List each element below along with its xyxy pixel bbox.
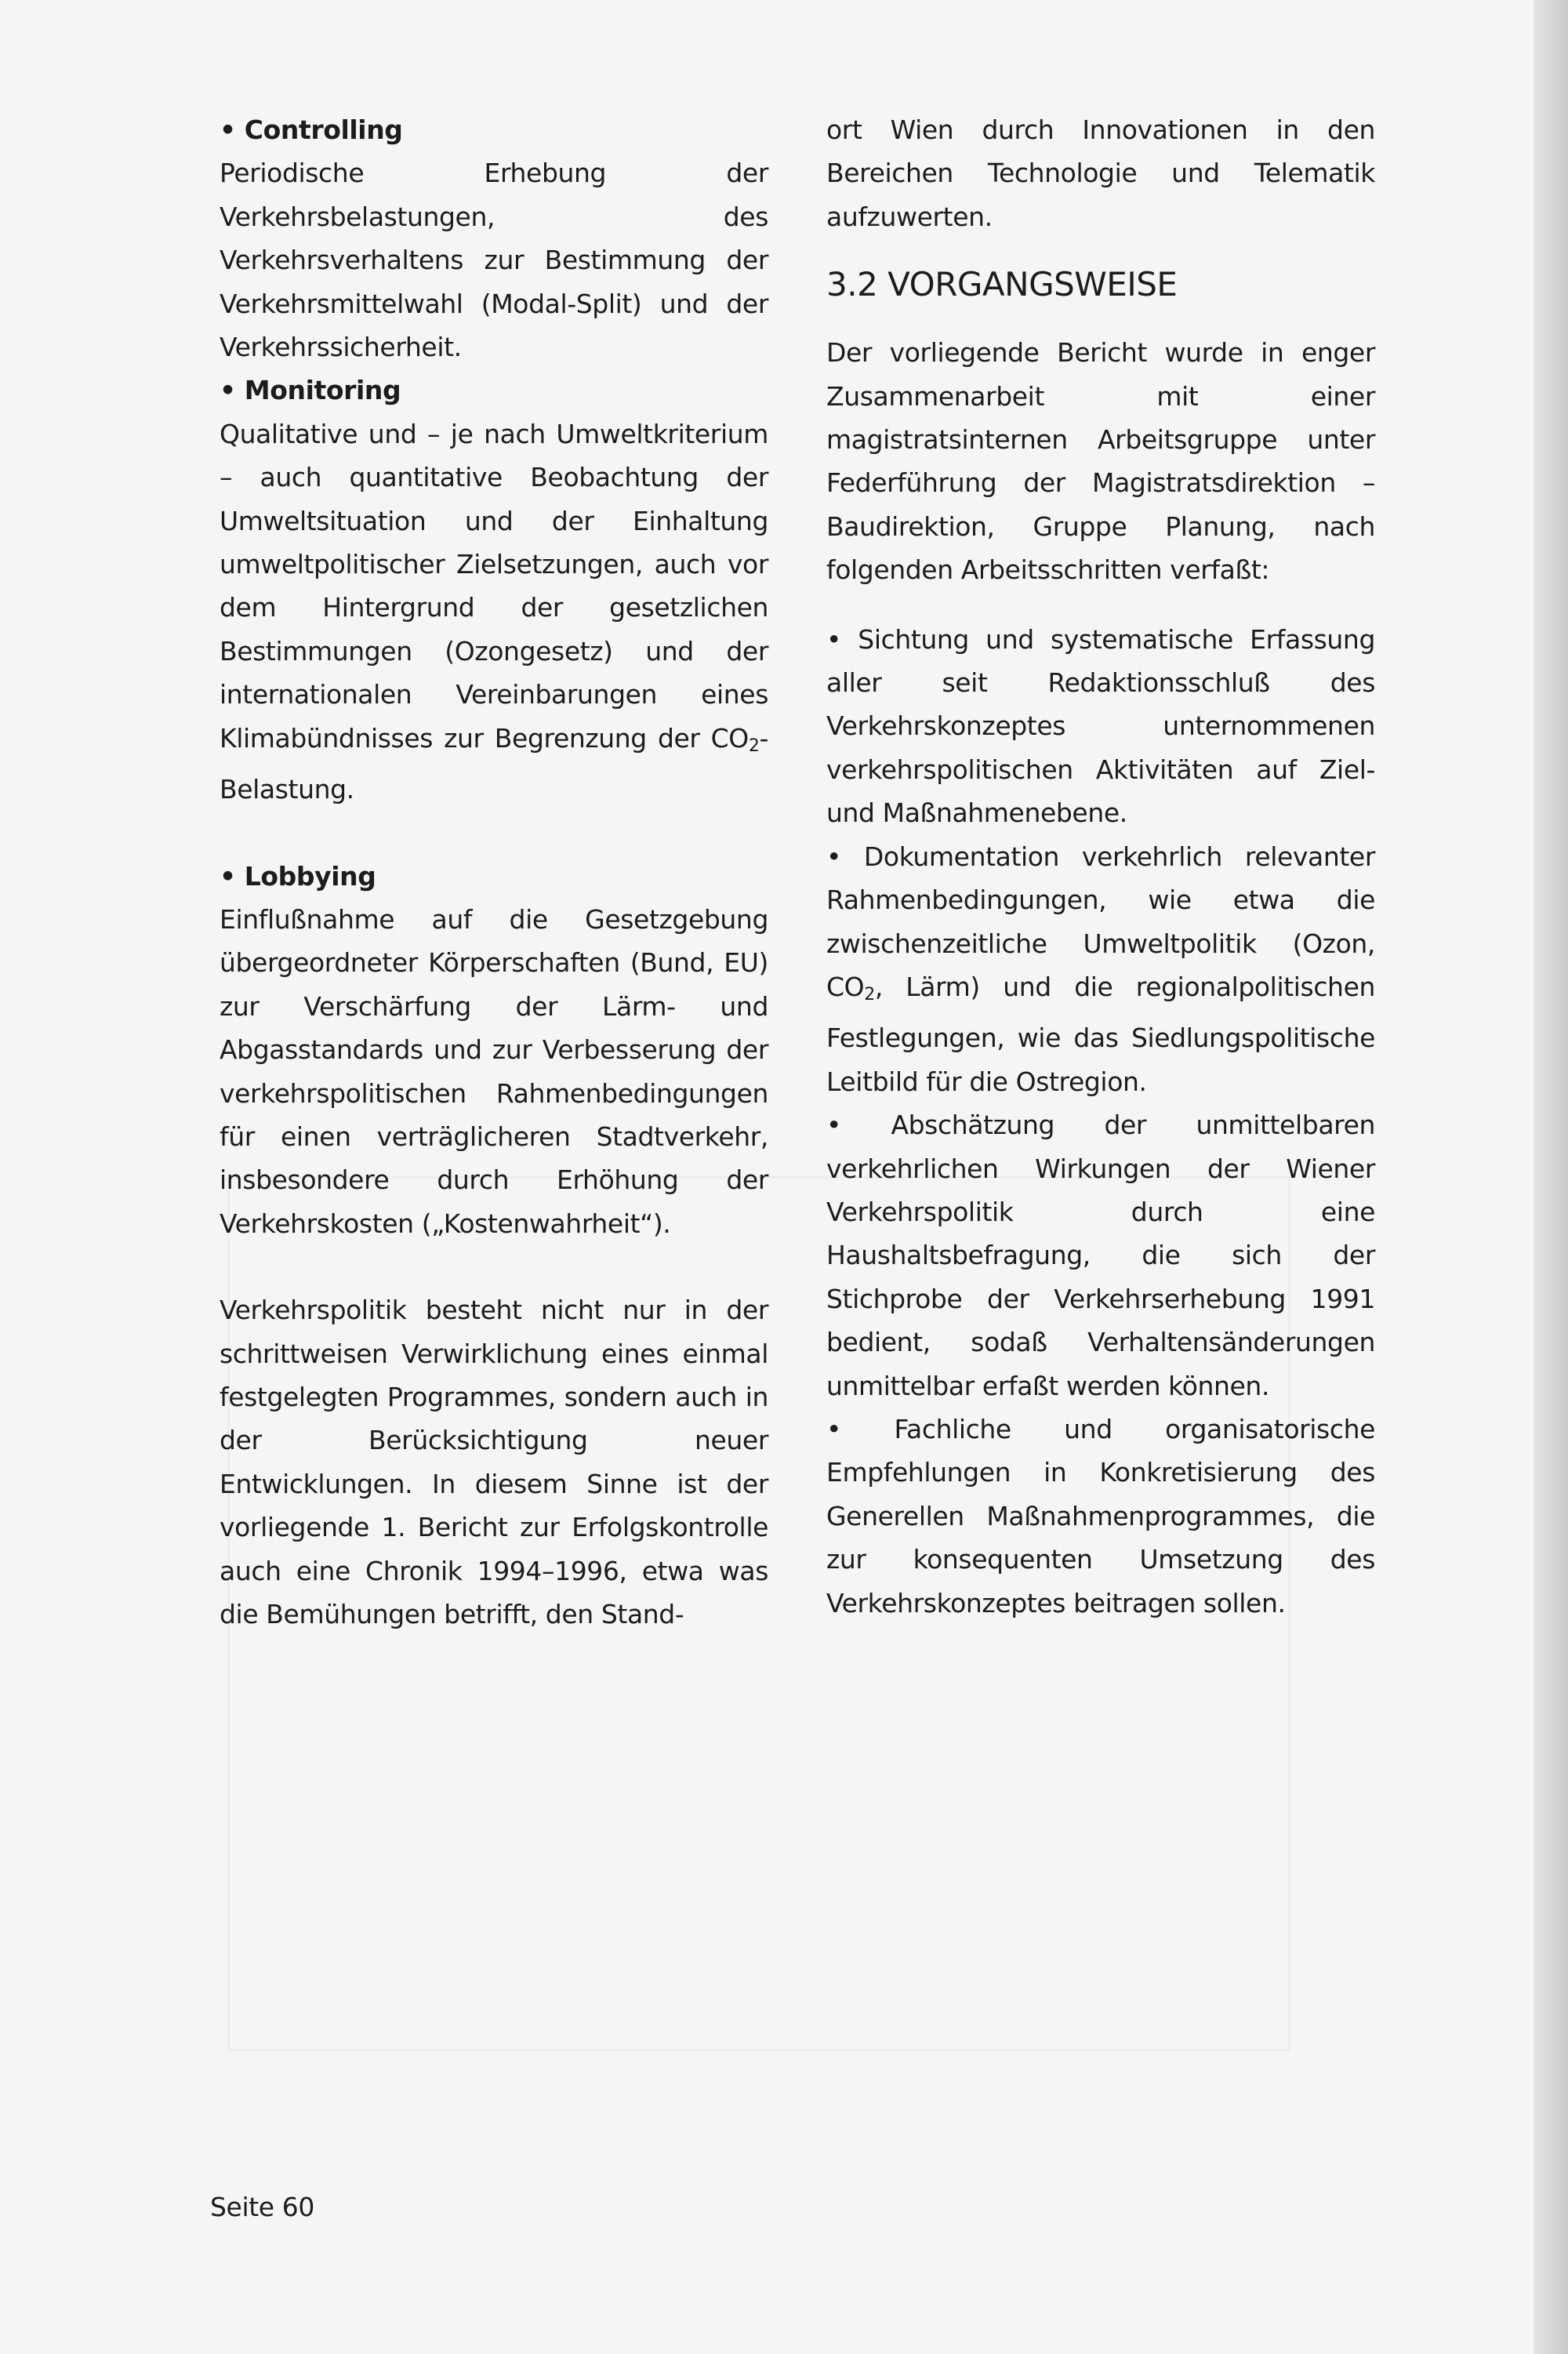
monitoring-text-end: -Belastung. xyxy=(220,722,768,805)
bullet-empfehlungen: • Fachliche und organisatorische Empfehlungen in Konkretisierung des Generellen Maßnahmenprogrammes, die zur konsequenten Umsetzung des Verkehrskonzeptes beitragen sollen. xyxy=(826,1413,1375,1618)
co2-subscript: 2 xyxy=(748,736,760,756)
left-column xyxy=(220,108,768,1636)
monitoring-heading: • Monitoring xyxy=(220,375,401,406)
bullet-dokumentation-end: , Lärm) und die regionalpolitischen Festlegungen, wie das Siedlungspolitische Leitbild für die Ostregion. xyxy=(826,971,1375,1097)
bullet-dokumentation xyxy=(826,835,1375,1103)
lobbying-text: Einflußnahme auf die Gesetzgebung übergeordneter Körperschaften (Bund, EU) zur Verschärfung der Lärm- und Abgasstandards und zur Verbesserung der verkehrspolitischen Rahmenbedingungen für einen verträglicheren Stadtverkehr, insbesondere durch Erhöhung der Verkehrskosten („Kostenwahrheit“). xyxy=(220,903,768,1239)
bullet-abschaetzung: • Abschätzung der unmittelbaren verkehrlichen Wirkungen der Wiener Verkehrspolitik durch eine Haushaltsbefragung, die sich der Stichprobe der Verkehrserhebung 1991 bedient, sodaß Verhaltensänderungen unmittelbar erfaßt werden können. xyxy=(826,1110,1375,1401)
bullet-dokumentation-main: • Dokumentation verkehrlich relevanter Rahmenbedingungen, wie etwa die zwischenzeitliche Umweltpolitik (Ozon, CO xyxy=(826,841,1375,1002)
lobbying-heading: • Lobbying xyxy=(220,860,376,892)
controlling-text: Periodische Erhebung der Verkehrsbelastungen, des Verkehrsverhaltens zur Bestimmung der Verkehrsmittelwahl (Modal-Split) und der Verkehrssicherheit. xyxy=(220,158,768,363)
co2-subscript-right: 2 xyxy=(864,984,875,1004)
intro-paragraph: Der vorliegende Bericht wurde in enger Zusammenarbeit mit einer magistratsinternen Arbeitsgruppe unter Federführung der Magistratsdirektion – Baudirektion, Gruppe Planung, nach folgenden Arbeitsschritten verfaßt: xyxy=(826,337,1375,586)
monitoring-text-main: Qualitative und – je nach Umweltkriterium – auch quantitative Beobachtung der Umweltsituation und der Einhaltung umweltpolitischer Zielsetzungen, auch vor dem Hintergrund der gesetzlichen Bestimmungen (Ozongesetz) und der internationalen Vereinbarungen eines Klimabündnisses zur Begrenzung der CO xyxy=(220,418,768,754)
closing-paragraph: Verkehrspolitik besteht nicht nur in der schrittweisen Verwirklichung eines einmal festgelegten Programmes, sondern auch in der Berücksichtigung neuer Entwicklungen. In diesem Sinne ist der vorliegende 1. Bericht zur Erfolgskontrolle auch eine Chronik 1994–1996, etwa was die Bemühungen betrifft, den Stand- xyxy=(220,1295,768,1629)
section-title: 3.2 VORGANGSWEISE xyxy=(826,265,1178,304)
continuation-text: ort Wien durch Innovationen in den Bereichen Technologie und Telematik aufzuwerten. xyxy=(826,114,1375,232)
page-number: Seite 60 xyxy=(210,2192,314,2222)
bullet-sichtung: • Sichtung und systematische Erfassung aller seit Redaktionsschluß des Verkehrskonzeptes unternommenen verkehrspolitischen Aktivitäten auf Ziel- und Maßnahmenebene. xyxy=(826,623,1375,829)
page-edge-shadow xyxy=(1534,0,1568,2354)
right-column xyxy=(826,108,1375,1625)
controlling-heading: • Controlling xyxy=(220,114,403,145)
monitoring-text xyxy=(220,412,768,812)
